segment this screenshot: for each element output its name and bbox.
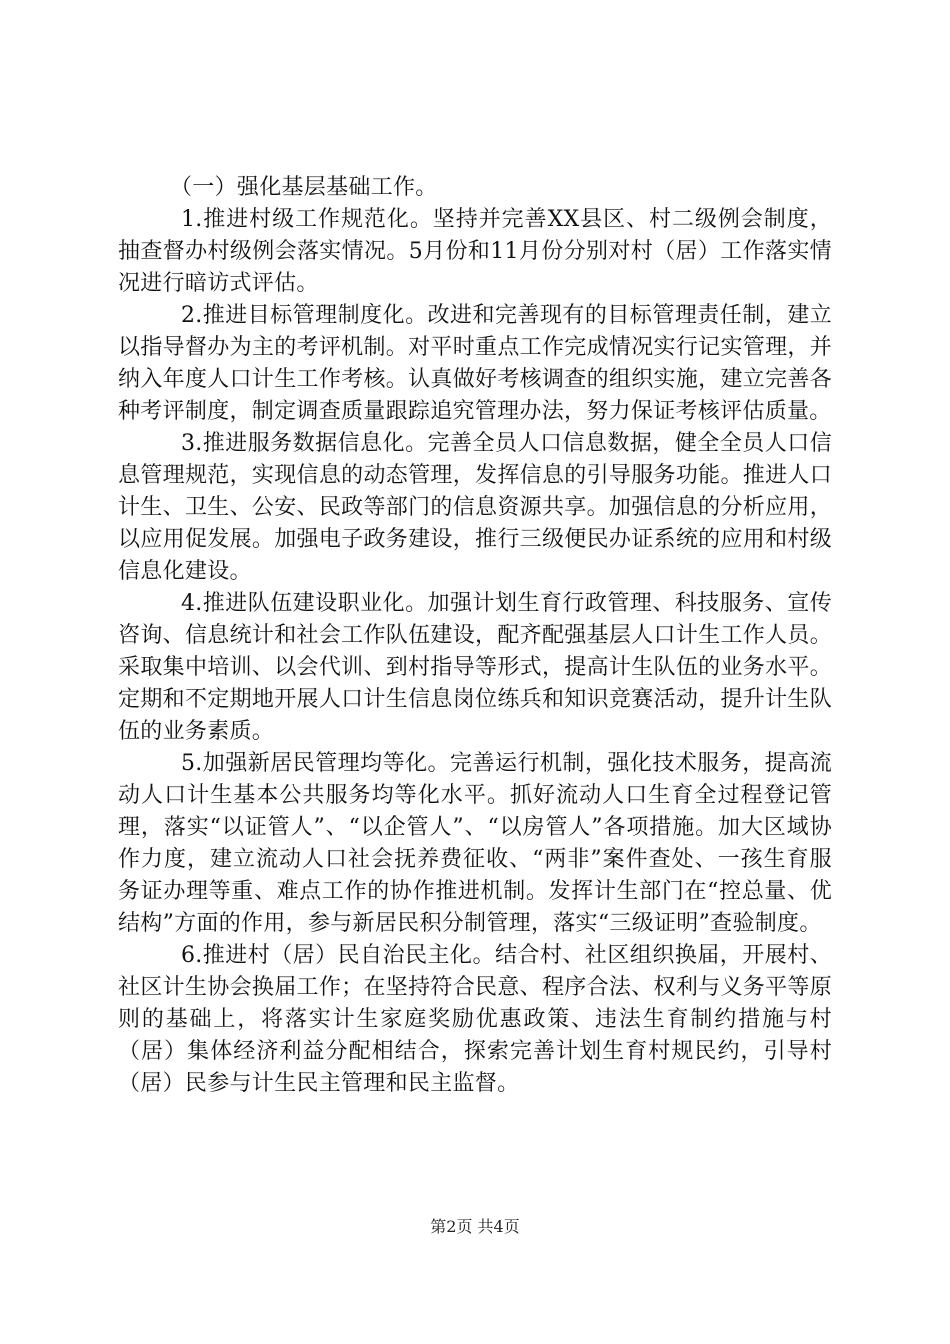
document-body	[118, 172, 832, 1100]
paragraph-2: 2.推进目标管理制度化。改进和完善现有的目标管理责任制，建立以指导督办为主的考评机制。对平时重点工作完成情况实行记实管理，并纳入年度人口计生工作考核。认真做好考核调查的组织实施，建立完善各种考评制度，制定调查质量跟踪追究管理办法，努力保证考核评估质量。	[118, 303, 832, 424]
paragraph-1: 1.推进村级工作规范化。坚持并完善XX县区、村二级例会制度，抽查督办村级例会落实情况。5月份和11月份分别对村（居）工作落实情况进行暗访式评估。	[118, 207, 832, 296]
page-footer: 第2页 共4页	[430, 1217, 520, 1236]
paragraph-6: 6.推进村（居）民自治民主化。结合村、社区组织换届，开展村、社区计生协会换届工作；在坚持符合民意、程序合法、权利与义务平等原则的基础上，将落实计生家庭奖励优惠政策、违法生育制约措施与村（居）集体经济利益分配相结合，探索完善计划生育村规民约，引导村（居）民参与计生民主管理和民主监督。	[118, 943, 832, 1096]
paragraph-4: 4.推进队伍建设职业化。加强计划生育行政管理、科技服务、宣传咨询、信息统计和社会工作队伍建设，配齐配强基层人口计生工作人员。采取集中培训、以会代训、到村指导等形式，提高计生队伍的业务水平。定期和不定期地开展人口计生信息岗位练兵和知识竞赛活动，提升计生队伍的业务素质。	[118, 591, 832, 744]
paragraph-5: 5.加强新居民管理均等化。完善运行机制，强化技术服务，提高流动人口计生基本公共服务均等化水平。抓好流动人口生育全过程登记管理，落实“以证管人”、“以企管人”、“以房管人”各项措施。加大区域协作力度，建立流动人口社会抚养费征收、“两非”案件查处、一孩生育服务证办理等重、难点工作的协作推进机制。发挥计生部门在“控总量、优结构”方面的作用，参与新居民积分制管理，落实“三级证明”查验制度。	[118, 751, 832, 936]
section-heading: （一）强化基层基础工作。	[170, 175, 438, 200]
paragraph-3: 3.推进服务数据信息化。完善全员人口信息数据，健全全员人口信息管理规范，实现信息的动态管理，发挥信息的引导服务功能。推进人口计生、卫生、公安、民政等部门的信息资源共享。加强信息的分析应用，以应用促发展。加强电子政务建设，推行三级便民办证系统的应用和村级信息化建设。	[118, 431, 832, 584]
